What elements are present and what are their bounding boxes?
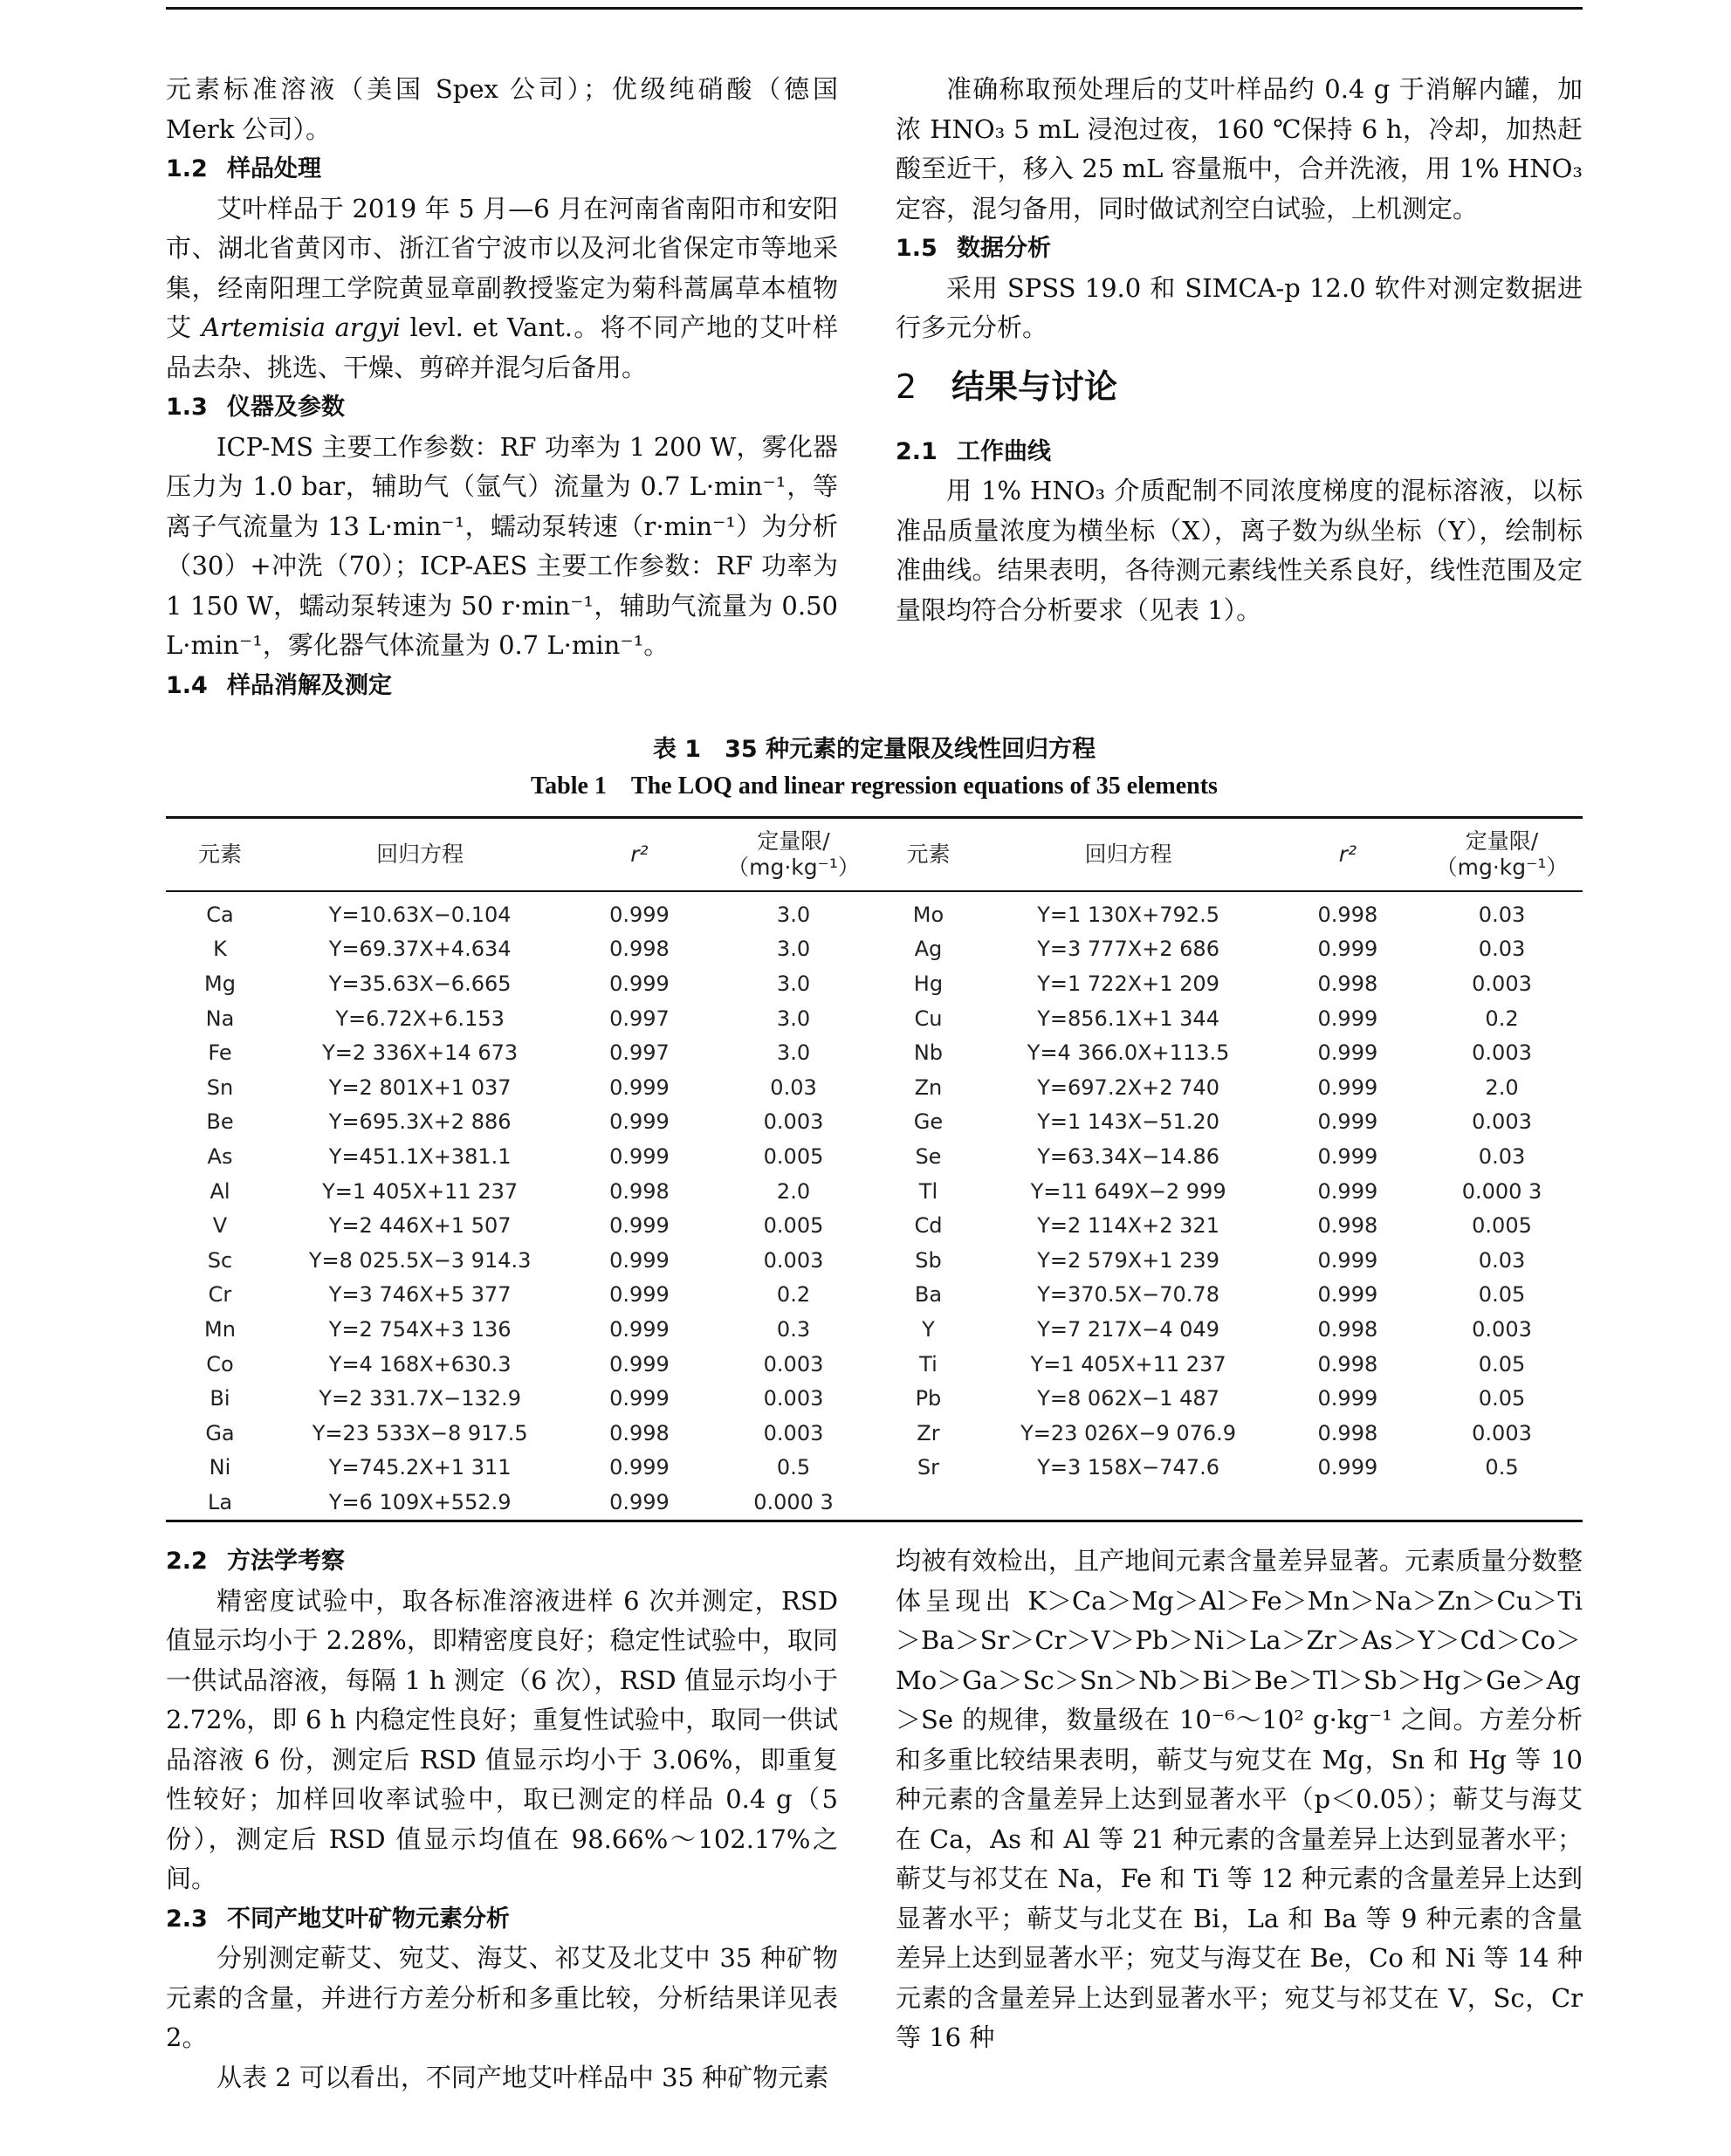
table-cell: V (212, 1213, 228, 1239)
header-element: 元素 (906, 841, 951, 867)
paragraph: 均被有效检出，且产地间元素含量差异显著。元素质量分数整体呈现出 K＞Ca＞Mg＞Al＞Fe＞Mn＞Na＞Zn＞Cu＞Ti＞Ba＞Sr＞Cr＞V＞Pb＞Ni＞La＞Zr＞As＞Y＞Cd＞Co＞Mo＞Ga＞Sc＞Sn＞Nb＞Bi＞Be＞Tl＞Sb＞Hg＞Ge＞Ag＞Se 的规律，数量级在 10⁻⁶～10² g·kg⁻¹ 之间。方差分析和多重比较结果表明，蕲艾与宛艾在 Mg，Sn 和 Hg 等 10 种元素的含量差异上达到显著水平（p＜0.05）；蕲艾与海艾在 Ca，As 和 Al 等 21 种元素的含量差异上达到显著水平；蕲艾与祁艾在 Na，Fe 和 Ti 等 12 种元素的含量差异上达到显著水平；蕲艾与北艾在 Bi，La 和 Ba 等 9 种元素的含量差异上达到显著水平；宛艾与海艾在 Be，Co 和 Ni 等 14 种元素的含量差异上达到显著水平；宛艾与祁艾在 V，Sc，Cr 等 16 种 (896, 1546, 1583, 2052)
table-cell: Y=745.2X+1 311 (328, 1455, 512, 1480)
table-cell: Y=370.5X−70.78 (1037, 1282, 1219, 1308)
table-cell: 0.2 (776, 1282, 811, 1308)
table-cell: 0.999 (1317, 1178, 1378, 1204)
table-cell: 0.003 (1472, 971, 1532, 996)
table-row (166, 1139, 1583, 1174)
paragraph: 艾叶样品于 2019 年 5 月—6 月在河南省南阳市和安阳市、湖北省黄冈市、浙江省宁波市以及河北省保定市等地采集，经南阳理工学院黄显章副教授鉴定为菊科蒿属草本植物艾 Artemisia argyi levl. et Vant.。将不同产地的艾叶样品去杂、挑选、干燥、剪碎并混匀后备用。 (166, 193, 839, 382)
table-cell: Y=1 722X+1 209 (1037, 971, 1219, 996)
table-cell: Y=2 336X+14 673 (322, 1040, 519, 1066)
table-cell: 0.03 (1478, 902, 1526, 927)
table-cell: 0.5 (776, 1455, 811, 1480)
table-cell: 0.999 (609, 1075, 670, 1100)
table-cell: 0.999 (609, 1247, 670, 1273)
table-cell: 0.998 (1317, 1213, 1378, 1239)
table-cell: 0.003 (763, 1247, 824, 1273)
table-cell: 3.0 (776, 1040, 811, 1066)
table-caption-en: Table 1 The LOQ and linear regression equations of 35 elements (531, 772, 1218, 800)
table-cell: 0.998 (1317, 1316, 1378, 1342)
paragraph: 分别测定蕲艾、宛艾、海艾、祁艾及北艾中 35 种矿物元素的含量，并进行方差分析和多重比较，分析结果详见表 2。 (166, 1943, 838, 2052)
table-cell: 3.0 (776, 1006, 811, 1031)
table-cell: Cu (914, 1006, 943, 1031)
header-equation: 回归方程 (1084, 841, 1172, 867)
table-cell: Se (915, 1143, 942, 1169)
table-cell: Y=23 533X−8 917.5 (312, 1420, 528, 1445)
table-cell: Sc (207, 1247, 233, 1273)
table-cell: 0.003 (1472, 1109, 1532, 1135)
table-row (166, 1243, 1583, 1278)
table-cell: Y=69.37X+4.634 (328, 937, 512, 962)
table-cell: 0.003 (763, 1420, 824, 1445)
table-cell: Y=2 754X+3 136 (328, 1316, 512, 1342)
table-cell: 0.999 (609, 1109, 670, 1135)
section-heading-1-5: 1.5 数据分析 (896, 235, 1051, 262)
table-cell: Y=63.34X−14.86 (1037, 1143, 1219, 1169)
table-cell: Al (210, 1178, 230, 1204)
table-cell: 0.999 (609, 1351, 670, 1377)
table-cell: 0.003 (1472, 1040, 1532, 1066)
table-cell: Sr (917, 1455, 939, 1480)
table-cell: Y=1 130X+792.5 (1037, 902, 1219, 927)
table-cell: Bi (210, 1386, 230, 1411)
table-cell: 0.003 (763, 1351, 824, 1377)
table-cell: K (213, 937, 227, 962)
table-cell: 0.03 (1478, 1143, 1526, 1169)
table-cell: Ga (205, 1420, 235, 1445)
table-cell: Y=695.3X+2 886 (328, 1109, 512, 1135)
table-cell: 0.999 (609, 1213, 670, 1239)
table-row (166, 1347, 1583, 1382)
table-cell: Y=2 331.7X−132.9 (319, 1386, 521, 1411)
section-heading-2-1: 2.1 工作曲线 (896, 437, 1051, 465)
table-cell: Sb (915, 1247, 942, 1273)
section-heading-1-3: 1.3 仪器及参数 (166, 394, 345, 421)
table-cell: Hg (913, 971, 944, 996)
table-cell: Y=856.1X+1 344 (1037, 1006, 1219, 1031)
table-cell: Be (206, 1109, 234, 1135)
table-cell: Cd (914, 1213, 943, 1239)
paragraph: 采用 SPSS 19.0 和 SIMCA-p 12.0 软件对测定数据进行多元分析。 (896, 272, 1583, 342)
table-cell: 0.000 3 (1461, 1178, 1542, 1204)
section-heading-1-4: 1.4 样品消解及测定 (166, 671, 392, 699)
table-cell (1274, 1485, 1421, 1521)
table-header-row (166, 818, 1583, 892)
table-cell: 0.999 (1317, 937, 1378, 962)
table-cell: 0.000 3 (753, 1489, 834, 1514)
table-cell: 0.998 (609, 1178, 670, 1204)
paragraph: 从表 2 可以看出，不同产地艾叶样品中 35 种矿物元素 (216, 2062, 829, 2092)
section-heading-2-2: 2.2 方法学考察 (166, 1548, 345, 1575)
section-heading-2-3: 2.3 不同产地艾叶矿物元素分析 (166, 1905, 510, 1933)
table-cell: Y=3 158X−747.6 (1037, 1455, 1219, 1480)
table-row (166, 1312, 1583, 1347)
table-cell: Y=697.2X+2 740 (1037, 1075, 1219, 1100)
table-body (166, 891, 1583, 1521)
table-cell: 0.999 (1317, 1109, 1378, 1135)
table-cell: 0.998 (1317, 1420, 1378, 1445)
table-cell: 0.999 (609, 971, 670, 996)
table-cell: La (207, 1489, 233, 1514)
section-heading-2: 2 结果与讨论 (896, 367, 1118, 406)
header-loq: 定量限/ （mg·kg⁻¹） (1435, 828, 1569, 880)
paragraph: 精密度试验中，取各标准溶液进样 6 次并测定，RSD 值显示均小于 2.28%，即精密度良好；稳定性试验中，取同一供试品溶液，每隔 1 h 测定（6 次），RSD 值显示均小于 2.72%，即 6 h 内稳定性良好；重复性试验中，取同一供试品溶液 6 份，测定后 RSD 值显示均小于 3.06%，即重复性较好；加样回收率试验中，取已测定的样品 0.4 g（5 份），测定后 RSD 值显示均值在 98.66%～102.17%之间。 (166, 1585, 838, 1893)
table-cell: 0.998 (1317, 1351, 1378, 1377)
table-cell: Mg (204, 971, 236, 996)
table-row (166, 966, 1583, 1001)
header-equation: 回归方程 (376, 841, 464, 867)
table-cell: Y=23 026X−9 076.9 (1020, 1420, 1237, 1445)
table-cell: Y (922, 1316, 935, 1342)
table-cell: 0.3 (776, 1316, 811, 1342)
table-cell (874, 1485, 982, 1521)
table-row (166, 1278, 1583, 1313)
table-cell: 0.999 (1317, 1040, 1378, 1066)
table-row (166, 932, 1583, 967)
table-cell: Ti (919, 1351, 938, 1377)
table-cell: Y=2 446X+1 507 (328, 1213, 512, 1239)
table-cell: 2.0 (1485, 1075, 1519, 1100)
table-row (166, 1451, 1583, 1486)
table-cell: 0.998 (1317, 971, 1378, 996)
paragraph: ICP-MS 主要工作参数：RF 功率为 1 200 W，雾化器压力为 1.0 bar，辅助气（氩气）流量为 0.7 L·min⁻¹，等离子气流量为 13 L·min⁻¹，蠕动泵转速（r·min⁻¹）为分析（30）+冲洗（70）；ICP-AES 主要工作参数：RF 功率为 1 150 W，蠕动泵转速为 50 r·min⁻¹，辅助气流量为 0.50 L·min⁻¹，雾化器气体流量为 0.7 L·min⁻¹。 (166, 431, 838, 660)
header-element: 元素 (197, 841, 242, 867)
table-cell: Y=2 114X+2 321 (1037, 1213, 1219, 1239)
table-cell: 0.999 (609, 1282, 670, 1308)
table-cell: 0.999 (609, 1386, 670, 1411)
table-cell: 0.005 (1472, 1213, 1532, 1239)
left-column (166, 70, 838, 705)
table-cell: 0.999 (1317, 1143, 1378, 1169)
table-cell: 0.999 (1317, 1006, 1378, 1031)
table-row (166, 1485, 1583, 1521)
loq-table (166, 816, 1583, 1522)
table-cell: Ge (913, 1109, 944, 1135)
table-cell: Y=8 025.5X−3 914.3 (308, 1247, 532, 1273)
table-cell: Y=1 405X+11 237 (1030, 1351, 1226, 1377)
bottom-right-column (896, 1541, 1583, 2058)
table-cell: Y=3 777X+2 686 (1037, 937, 1219, 962)
table-cell: 0.997 (609, 1040, 670, 1066)
table-cell: 0.999 (609, 1455, 670, 1480)
table-cell: 0.03 (1478, 1247, 1526, 1273)
table-cell: 0.03 (1478, 937, 1526, 962)
table-cell: 0.999 (609, 1143, 670, 1169)
table-cell: Y=4 168X+630.3 (328, 1351, 512, 1377)
table-cell: Cr (208, 1282, 232, 1308)
table-cell: Sn (206, 1075, 234, 1100)
header-loq: 定量限/ （mg·kg⁻¹） (727, 828, 860, 880)
table-cell: Na (205, 1006, 235, 1031)
table-caption (166, 731, 1583, 805)
table-cell: Y=7 217X−4 049 (1037, 1316, 1219, 1342)
table-cell: Mn (204, 1316, 236, 1342)
table-cell: Y=451.1X+381.1 (328, 1143, 512, 1169)
table-row (166, 1174, 1583, 1209)
table-row (166, 1105, 1583, 1140)
table-cell: 0.003 (763, 1386, 824, 1411)
table-cell: Nb (913, 1040, 944, 1066)
table-cell: Y=10.63X−0.104 (328, 902, 512, 927)
table-cell: 0.003 (1472, 1420, 1532, 1445)
table-caption-cn: 表 1 35 种元素的定量限及线性回归方程 (652, 736, 1096, 763)
table-cell: 0.999 (1317, 1075, 1378, 1100)
table-cell: 0.003 (763, 1109, 824, 1135)
table-cell: 3.0 (776, 902, 811, 927)
table-cell: Y=6.72X+6.153 (335, 1006, 505, 1031)
table-row (166, 1070, 1583, 1105)
table-cell: Y=35.63X−6.665 (328, 971, 512, 996)
table-cell: 3.0 (776, 937, 811, 962)
table-cell: 0.999 (1317, 1247, 1378, 1273)
table-cell: Y=8 062X−1 487 (1037, 1386, 1219, 1411)
table-cell: 0.05 (1478, 1351, 1526, 1377)
table-cell: Fe (208, 1040, 232, 1066)
table-cell: 0.2 (1485, 1006, 1519, 1031)
table-cell: Y=4 366.0X+113.5 (1027, 1040, 1230, 1066)
table-cell: 0.005 (763, 1213, 824, 1239)
table-cell: 3.0 (776, 971, 811, 996)
table-cell: Y=2 579X+1 239 (1037, 1247, 1219, 1273)
section-heading-1-2: 1.2 样品处理 (166, 155, 321, 182)
table-cell: 0.05 (1478, 1282, 1526, 1308)
paragraph: 准确称取预处理后的艾叶样品约 0.4 g 于消解内罐，加浓 HNO₃ 5 mL 浸泡过夜，160 ℃保持 6 h，冷却，加热赶酸至近干，移入 25 mL 容量瓶中，合并洗液，用 1% HNO₃ 定容，混匀备用，同时做试剂空白试验，上机测定。 (896, 74, 1583, 223)
table-cell: Pb (915, 1386, 942, 1411)
table-cell: 0.998 (1317, 902, 1378, 927)
table-cell: Ca (206, 902, 234, 927)
table-cell: Zr (917, 1420, 940, 1445)
table-cell: 0.003 (1472, 1316, 1532, 1342)
table-row (166, 1001, 1583, 1036)
table-cell (982, 1485, 1274, 1521)
table-cell: Y=2 801X+1 037 (328, 1075, 512, 1100)
table-cell: Mo (912, 902, 944, 927)
table-cell: 0.05 (1478, 1386, 1526, 1411)
table-cell: Zn (914, 1075, 943, 1100)
table-cell: Y=3 746X+5 377 (328, 1282, 512, 1308)
table-cell: 2.0 (776, 1178, 811, 1204)
table-cell: Y=1 143X−51.20 (1037, 1109, 1219, 1135)
paragraph: 元素标准溶液（美国 Spex 公司）；优级纯硝酸（德国 Merk 公司）。 (166, 74, 838, 144)
table-cell: 0.999 (1317, 1455, 1378, 1480)
table-cell: Co (206, 1351, 234, 1377)
latin-name: Artemisia argyi (202, 312, 401, 342)
table-cell: 0.999 (1317, 1282, 1378, 1308)
header-rule (166, 7, 1583, 10)
table-cell: 0.998 (609, 937, 670, 962)
table-row (166, 1416, 1583, 1451)
table-cell: 0.03 (770, 1075, 817, 1100)
table-cell: 0.999 (609, 1316, 670, 1342)
table-cell: As (207, 1143, 233, 1169)
header-r2: r² (630, 841, 649, 867)
table-cell: 0.998 (609, 1420, 670, 1445)
table-cell: 0.999 (1317, 1386, 1378, 1411)
table-cell: Y=1 405X+11 237 (322, 1178, 519, 1204)
table-row (166, 1381, 1583, 1416)
table-cell: Y=11 649X−2 999 (1030, 1178, 1226, 1204)
table-row (166, 891, 1583, 932)
right-column (896, 70, 1583, 630)
table-row (166, 1208, 1583, 1243)
table-cell: Ag (914, 937, 943, 962)
table-cell (1421, 1485, 1583, 1521)
table-cell: 0.999 (609, 902, 670, 927)
table-cell: Y=6 109X+552.9 (328, 1489, 512, 1514)
paragraph: 用 1% HNO₃ 介质配制不同浓度梯度的混标溶液，以标准品质量浓度为横坐标（X），离子数为纵坐标（Y），绘制标准曲线。结果表明，各待测元素线性关系良好，线性范围及定量限均符合分析要求（见表 1）。 (896, 476, 1583, 625)
table-cell: 0.005 (763, 1143, 824, 1169)
table-row (166, 1035, 1583, 1070)
table-cell: 0.997 (609, 1006, 670, 1031)
table-cell: Ni (209, 1455, 231, 1480)
bottom-left-column (166, 1541, 838, 2098)
header-r2: r² (1338, 841, 1357, 867)
table-cell: Ba (914, 1282, 943, 1308)
table-cell: 0.999 (609, 1489, 670, 1514)
table-cell: Tl (918, 1178, 938, 1204)
table-cell: 0.5 (1485, 1455, 1519, 1480)
